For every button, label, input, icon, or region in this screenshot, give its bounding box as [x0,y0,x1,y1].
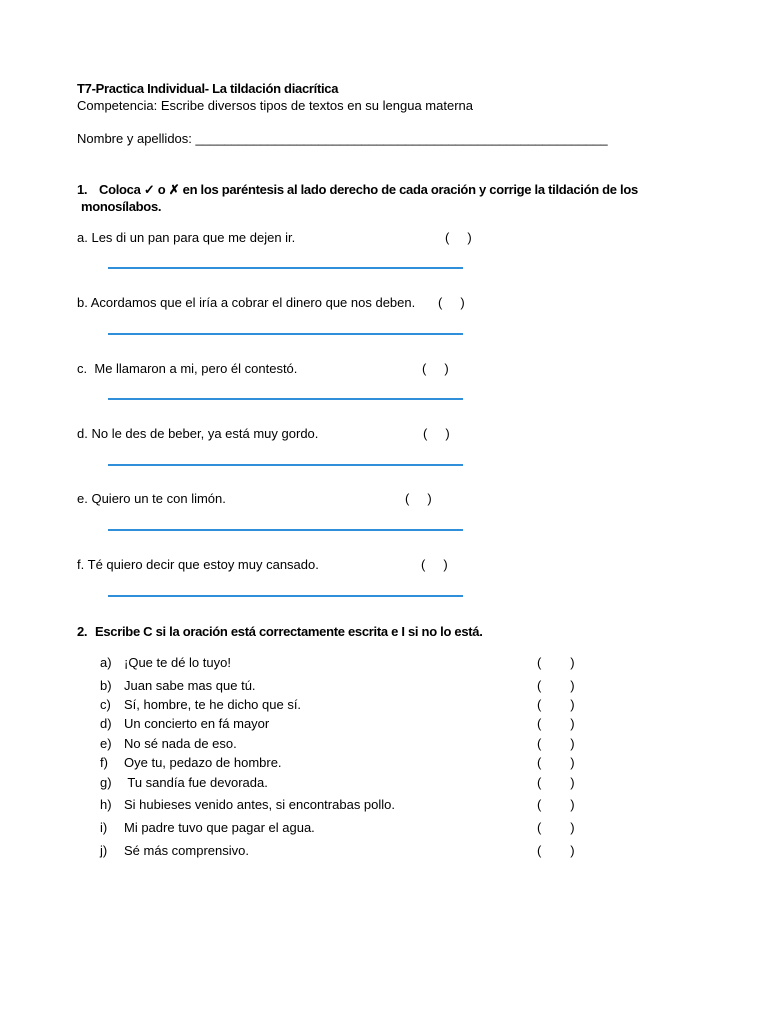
exercise-item [0,557,768,597]
competencia-line: Competencia: Escribe diversos tipos de textos en su lengua materna [77,98,473,113]
instruction-text-or: o [157,182,166,197]
list-item [0,797,768,815]
item-label: h) [100,797,112,812]
answer-parens: ( ) [537,697,575,712]
name-blank-line: _________________________________________________________ [195,131,608,146]
sentence-row [77,361,297,377]
list-item [0,697,768,715]
worksheet-title: T7-Practica Individual- La tildación diacrítica [77,81,339,96]
name-label: Nombre y apellidos: [77,131,192,146]
answer-parens: ( ) [421,557,448,572]
answer-line [108,595,463,597]
sentence-text: No sé nada de eso. [124,736,237,751]
item-label: j) [100,843,108,858]
sentence-text: Té quiero decir que estoy muy cansado. [87,557,319,572]
item-label: f) [100,755,108,770]
sentence-text: Sé más comprensivo. [124,843,249,858]
answer-parens: ( ) [537,820,575,835]
sentence-text: Oye tu, pedazo de hombre. [124,755,282,770]
list-item [0,820,768,838]
item-label: c) [100,697,111,712]
item-label: d. [77,426,88,441]
item-label: a) [100,655,112,670]
sentence-row [77,557,319,573]
question-number: 1. [77,182,88,197]
name-row [77,131,608,147]
sentence-text: Acordamos que el iría a cobrar el dinero que nos deben. [90,295,416,310]
answer-line [108,267,463,269]
sentence-text: Un concierto en fá mayor [124,716,270,731]
instruction-text-start: Coloca [99,182,141,197]
answer-parens: ( ) [537,678,575,693]
answer-parens: ( ) [445,230,472,245]
sentence-row [77,491,226,507]
exercise-item [0,426,768,466]
sentence-text: Les di un pan para que me dejen ir. [91,230,296,245]
item-label: e) [100,736,112,751]
answer-line [108,333,463,335]
list-item [0,716,768,734]
sentence-row [77,295,415,311]
sentence-text: No le des de beber, ya está muy gordo. [91,426,319,441]
answer-line [108,398,463,400]
answer-parens: ( ) [537,843,575,858]
item-label: i) [100,820,108,835]
list-item [0,736,768,754]
list-item [0,678,768,696]
sentence-text: Juan sabe mas que tú. [124,678,256,693]
answer-parens: ( ) [423,426,450,441]
sentence-text: Si hubieses venido antes, si encontrabas pollo. [124,797,396,812]
instruction-2 [77,623,483,640]
sentence-text: ¡Que te dé lo tuyo! [124,655,231,670]
answer-parens: ( ) [422,361,449,376]
sentence-text: Me llamaron a mi, pero él contestó. [90,361,298,376]
exercise-item [0,491,768,531]
answer-line [108,464,463,466]
answer-parens: ( ) [537,797,575,812]
item-label: d) [100,716,112,731]
sentence-text: Sí, hombre, te he dicho que sí. [124,697,302,712]
sentence-text: Mi padre tuvo que pagar el agua. [124,820,315,835]
cross-mark-icon: ✗ [168,182,180,197]
answer-parens: ( ) [438,295,465,310]
sentence-text: Quiero un te con limón. [91,491,226,506]
answer-parens: ( ) [537,775,575,790]
item-label: e. [77,491,88,506]
answer-parens: ( ) [537,755,575,770]
answer-parens: ( ) [537,736,575,751]
sentence-text: Tu sandía fue devorada. [124,775,268,790]
exercise-item [0,361,768,401]
exercise-item [0,230,768,270]
item-label: a. [77,230,88,245]
list-item [0,843,768,861]
item-label: g) [100,775,112,790]
sentence-row [77,230,295,246]
instruction-1 [77,181,661,215]
answer-parens: ( ) [405,491,432,506]
item-label: b. [77,295,88,310]
item-label: b) [100,678,112,693]
list-item [0,755,768,773]
answer-parens: ( ) [537,716,575,731]
item-label: f. [77,557,85,572]
list-item [0,775,768,793]
answer-parens: ( ) [537,655,575,670]
sentence-row [77,426,318,442]
check-mark-icon: ✓ [143,182,155,197]
answer-line [108,529,463,531]
question-number: 2. [77,624,88,639]
list-item [0,655,768,673]
instruction-text: Escribe C si la oración está correctamente escrita e I si no lo está. [95,624,483,639]
exercise-item [0,295,768,335]
instruction-text-end: en los paréntesis al lado derecho de cada oración y corrige la tildación de los monosílabos. [81,182,638,214]
item-label: c. [77,361,88,376]
